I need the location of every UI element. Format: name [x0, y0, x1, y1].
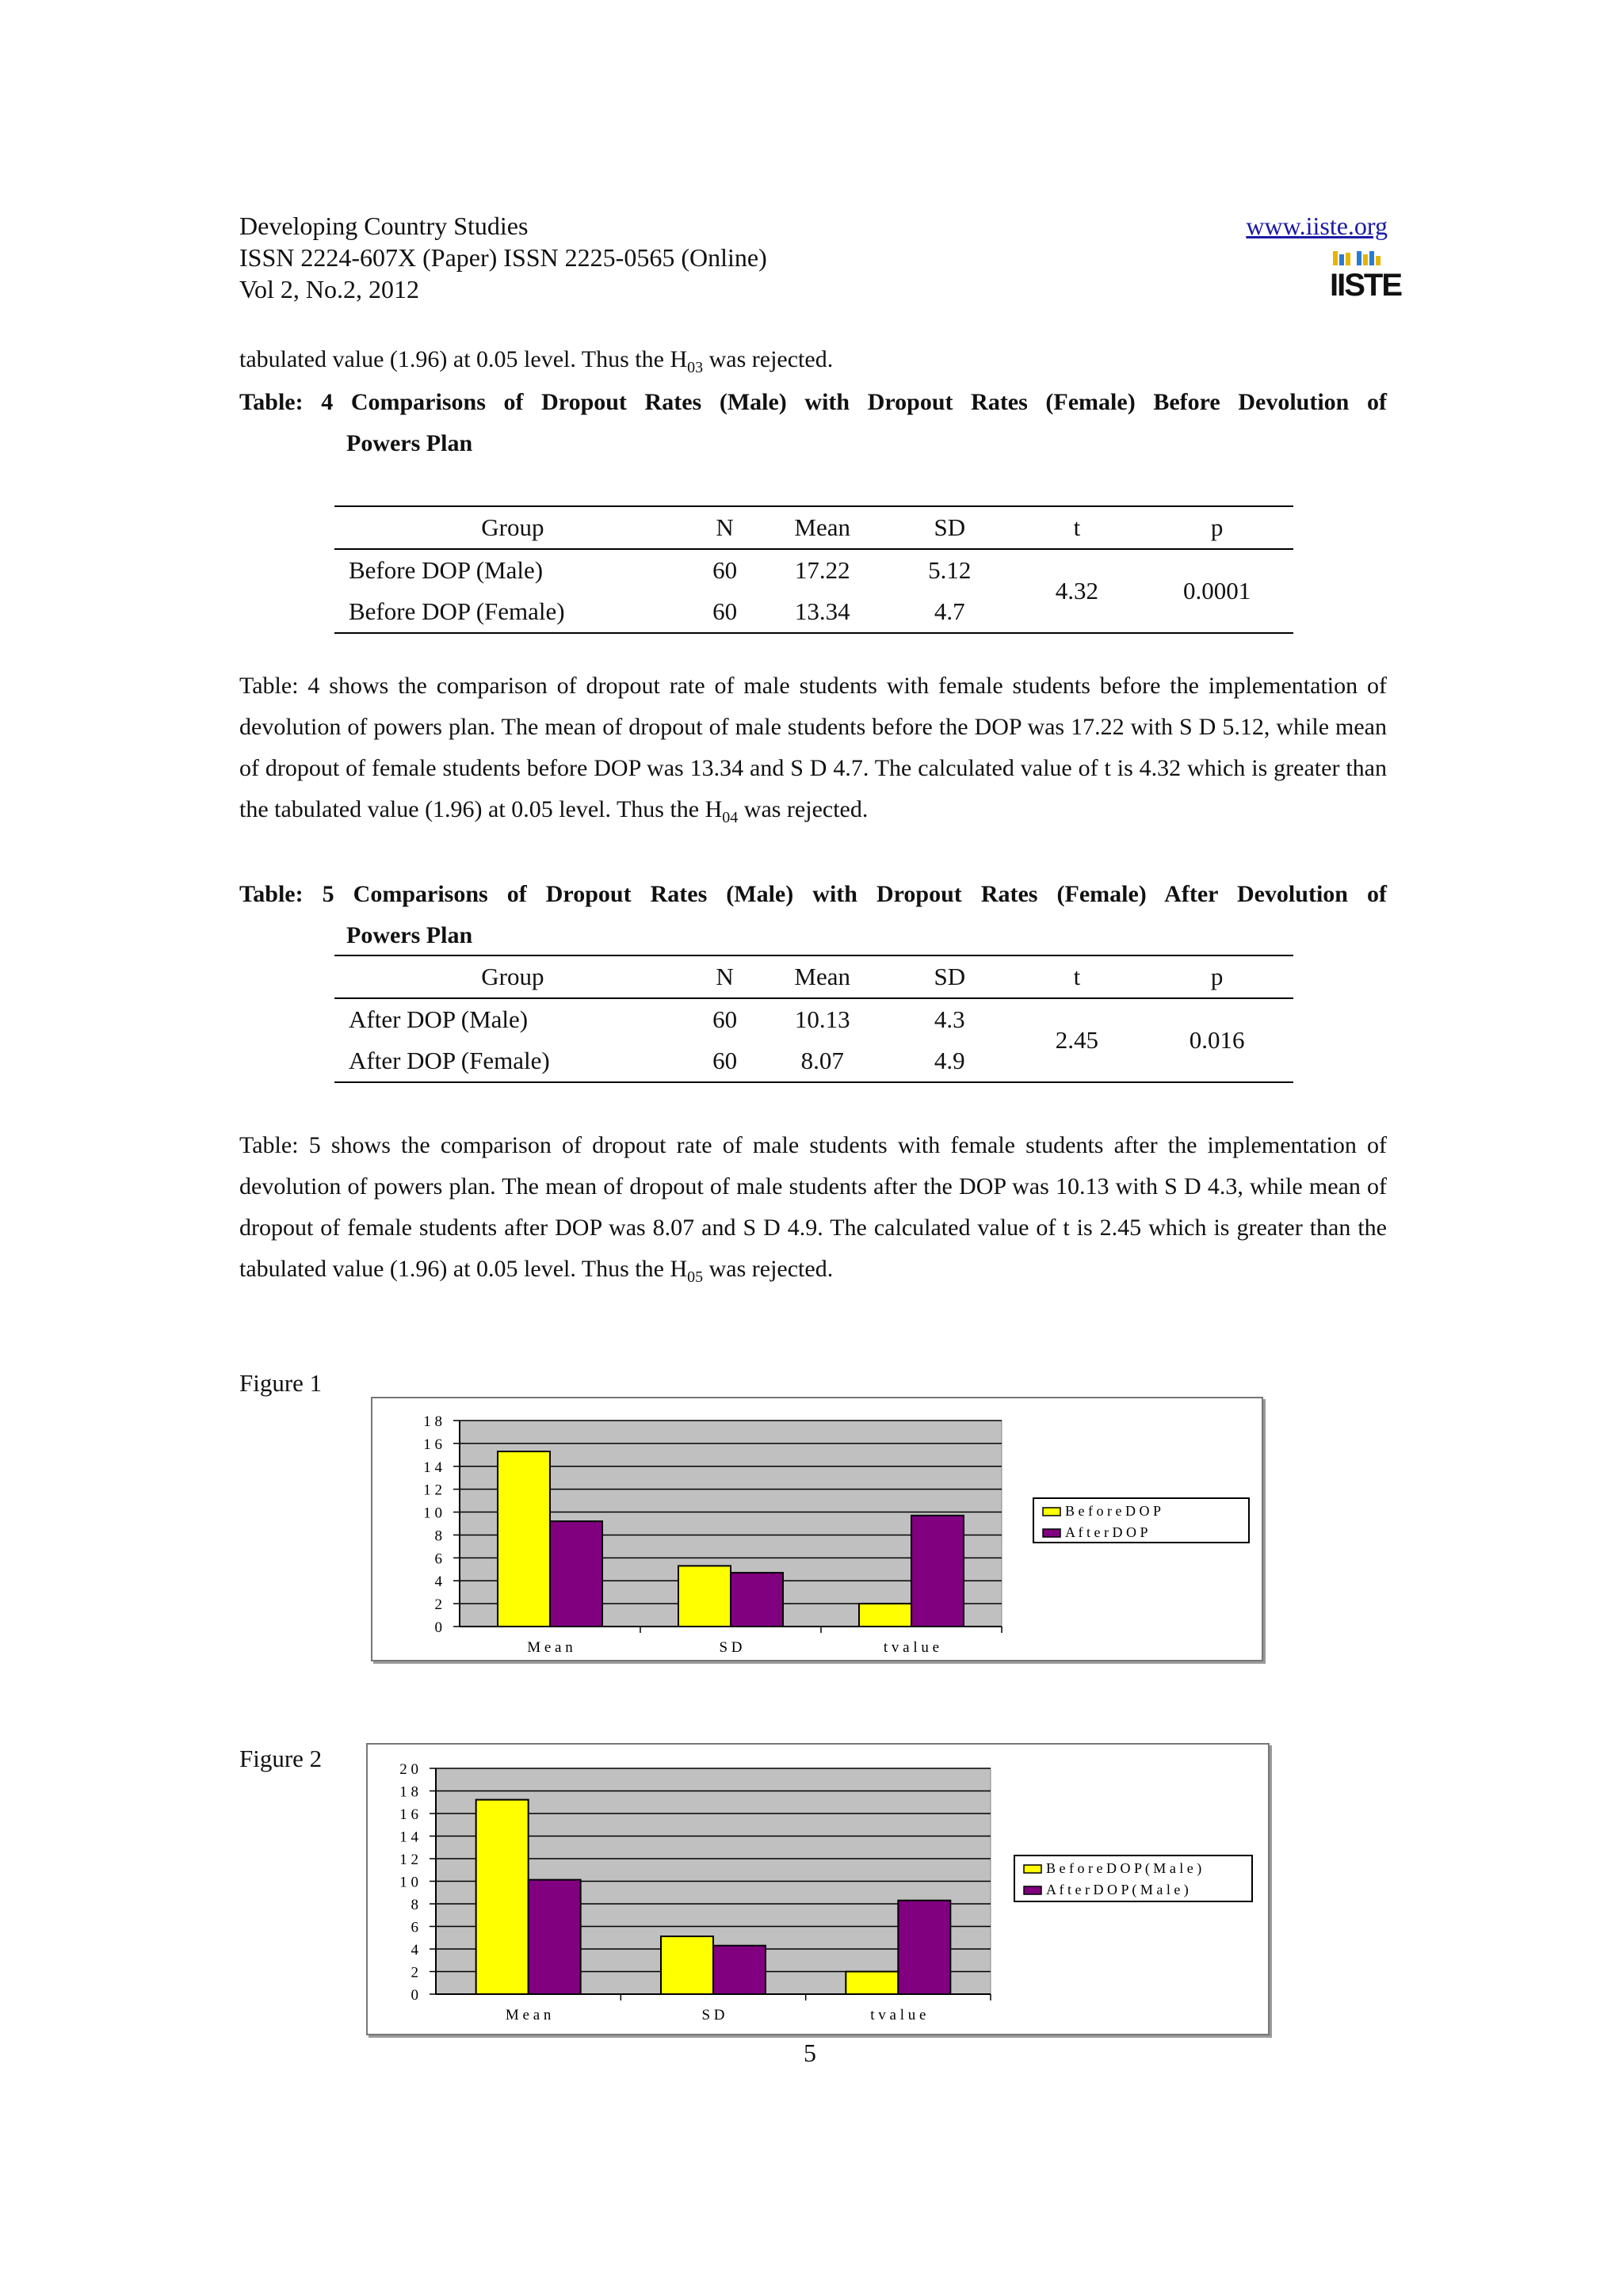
- issn-line: ISSN 2224-607X (Paper) ISSN 2225-0565 (Online): [239, 243, 767, 272]
- table4-caption: Table: 4 Comparisons of Dropout Rates (Male) with Dropout Rates (Female) Before Devolution of: [239, 389, 1387, 415]
- legend-swatch: [1024, 1865, 1041, 1873]
- legend-label: B e f o r e D O P ( M a l e ): [1046, 1860, 1202, 1876]
- figure2-chart: [366, 1743, 1270, 2035]
- bar: [911, 1516, 964, 1627]
- p-cell: 0.016: [1140, 998, 1293, 1082]
- legend-swatch: [1024, 1886, 1041, 1894]
- paragraph-table4: Table: 4 shows the comparison of dropout rate of male students with female students before the implementation of devolution of powers plan. The mean of dropout of male students before the DOP was 17.22 with S D 5.12, while mean of dropout of female students before DOP was 13.34 and S D 4.7. The calculated value of t is 4.32 which is greater than the tabulated value (1.96) at 0.05 level. Thus the $H_{04}$ was rejected.: [239, 673, 1387, 826]
- group-cell: Before DOP (Male): [349, 556, 544, 584]
- header-cell: N: [691, 506, 759, 549]
- legend-label: A f t e r D O P ( M a l e ): [1046, 1882, 1189, 1897]
- sd-cell: 4.7: [886, 591, 1014, 633]
- legend-swatch: [1043, 1529, 1060, 1537]
- bar: [498, 1451, 550, 1627]
- y-tick-label: 1 8: [399, 1783, 418, 1801]
- header-cell: N: [691, 955, 759, 998]
- n-cell: 60: [691, 1040, 759, 1082]
- y-tick-label: 2: [434, 1596, 442, 1614]
- header-cell: t: [1014, 506, 1141, 549]
- group-cell: After DOP (Male): [349, 1005, 529, 1033]
- p-cell: 0.0001: [1140, 549, 1293, 633]
- y-tick-label: 4: [411, 1942, 418, 1958]
- table5-caption-cont: Powers Plan: [346, 922, 473, 948]
- y-tick-label: 0: [434, 1619, 442, 1636]
- bar: [898, 1901, 950, 1994]
- table5-caption: Table: 5 Comparisons of Dropout Rates (Male) with Dropout Rates (Female) After Devolution of: [239, 881, 1387, 907]
- header-cell: Group: [334, 955, 691, 998]
- y-tick-label: 0: [411, 1987, 418, 2004]
- y-tick-label: 6: [434, 1550, 442, 1568]
- bar: [550, 1521, 602, 1627]
- table5: [334, 955, 1293, 1083]
- header-cell: SD: [886, 955, 1014, 998]
- paragraph-table5: Table: 5 shows the comparison of dropout rate of male students with female students after the implementation of devolution of powers plan. The mean of dropout of male students after the DOP was 10.13 with S D 4.3, while mean of dropout of female students after DOP was 8.07 and S D 4.9. The calculated value of t is 2.45 which is greater than the tabulated value (1.96) at 0.05 level. Thus the $H_{05}$ was rejected.: [239, 1132, 1387, 1286]
- legend-swatch: [1043, 1508, 1060, 1516]
- y-tick-label: 1 6: [423, 1436, 442, 1453]
- x-tick-label: S D: [701, 2007, 725, 2023]
- y-tick-label: 1 2: [423, 1482, 442, 1499]
- intro-line: tabulated value (1.96) at 0.05 level. Thus the $H_{03}$ was rejected.: [239, 346, 834, 376]
- mean-cell: 8.07: [758, 1040, 886, 1082]
- bar: [661, 1936, 713, 1994]
- bar: [731, 1573, 783, 1627]
- header-cell: SD: [886, 506, 1014, 549]
- figure2-label: Figure 2: [239, 1745, 323, 1772]
- header-cell: p: [1140, 506, 1293, 549]
- n-cell: 60: [691, 591, 759, 633]
- header-cell: Group: [334, 506, 691, 549]
- n-cell: 60: [712, 556, 738, 584]
- table4: [334, 505, 1293, 634]
- header-cell: Mean: [758, 955, 886, 998]
- group-cell: After DOP (Female): [334, 1040, 691, 1082]
- header-cell: p: [1140, 955, 1293, 998]
- website-link[interactable]: www.iiste.org: [1246, 212, 1388, 240]
- y-tick-label: 1 8: [423, 1413, 442, 1430]
- y-tick-label: 8: [411, 1897, 418, 1913]
- y-tick-label: 1 0: [399, 1874, 418, 1891]
- table-header-row: [334, 506, 1293, 549]
- bar: [713, 1946, 766, 1994]
- bar: [529, 1880, 581, 1994]
- group-cell: Before DOP (Female): [334, 591, 691, 633]
- sd-cell: 4.9: [886, 1040, 1014, 1082]
- figure1-chart: [371, 1397, 1263, 1661]
- x-tick-label: M e a n: [505, 2007, 552, 2023]
- mean-cell: 13.34: [758, 591, 886, 633]
- figure2-svg: [368, 1745, 1268, 2034]
- x-tick-label: t v a l u e: [870, 2007, 926, 2023]
- x-tick-label: M e a n: [527, 1639, 573, 1656]
- journal-title: Developing Country Studies: [239, 212, 529, 240]
- y-tick-label: 1 4: [399, 1829, 418, 1846]
- x-tick-label: t v a l u e: [883, 1639, 940, 1656]
- bar: [476, 1800, 529, 1994]
- y-tick-label: 1 6: [399, 1806, 418, 1823]
- bar: [678, 1566, 731, 1627]
- figure1-label: Figure 1: [239, 1369, 323, 1397]
- volume-line: Vol 2, No.2, 2012: [239, 275, 419, 303]
- table4-caption-cont: Powers Plan: [346, 430, 473, 456]
- y-tick-label: 6: [411, 1919, 418, 1936]
- table-header-row: [334, 955, 1293, 998]
- y-tick-label: 2 0: [399, 1761, 418, 1778]
- sd-cell: 5.12: [928, 556, 972, 584]
- t-cell: 4.32: [1014, 549, 1141, 633]
- n-cell: 60: [712, 1005, 738, 1033]
- table-row: [334, 998, 1293, 1040]
- bar: [846, 1972, 898, 1995]
- legend-label: A f t e r D O P: [1065, 1524, 1148, 1540]
- y-tick-label: 1 2: [399, 1852, 418, 1868]
- header-cell: Mean: [758, 506, 886, 549]
- sd-cell: 4.3: [934, 1005, 965, 1033]
- mean-cell: 17.22: [794, 556, 850, 584]
- y-tick-label: 8: [434, 1527, 442, 1545]
- figure1-svg: [372, 1398, 1262, 1660]
- y-tick-label: 2: [411, 1964, 418, 1981]
- iiste-logo: [1330, 250, 1402, 305]
- mean-cell: 10.13: [794, 1005, 850, 1033]
- logo-text: IISTE: [1330, 268, 1402, 303]
- legend-label: B e f o r e D O P: [1065, 1503, 1161, 1519]
- y-tick-label: 1 4: [423, 1459, 442, 1476]
- bar: [859, 1604, 911, 1627]
- t-cell: 2.45: [1014, 998, 1141, 1082]
- header-cell: t: [1014, 955, 1141, 998]
- x-tick-label: S D: [719, 1639, 743, 1656]
- y-tick-label: 1 0: [423, 1505, 442, 1522]
- page-number: 5: [804, 2039, 816, 2067]
- table-row: [334, 549, 1293, 591]
- y-tick-label: 4: [434, 1573, 442, 1591]
